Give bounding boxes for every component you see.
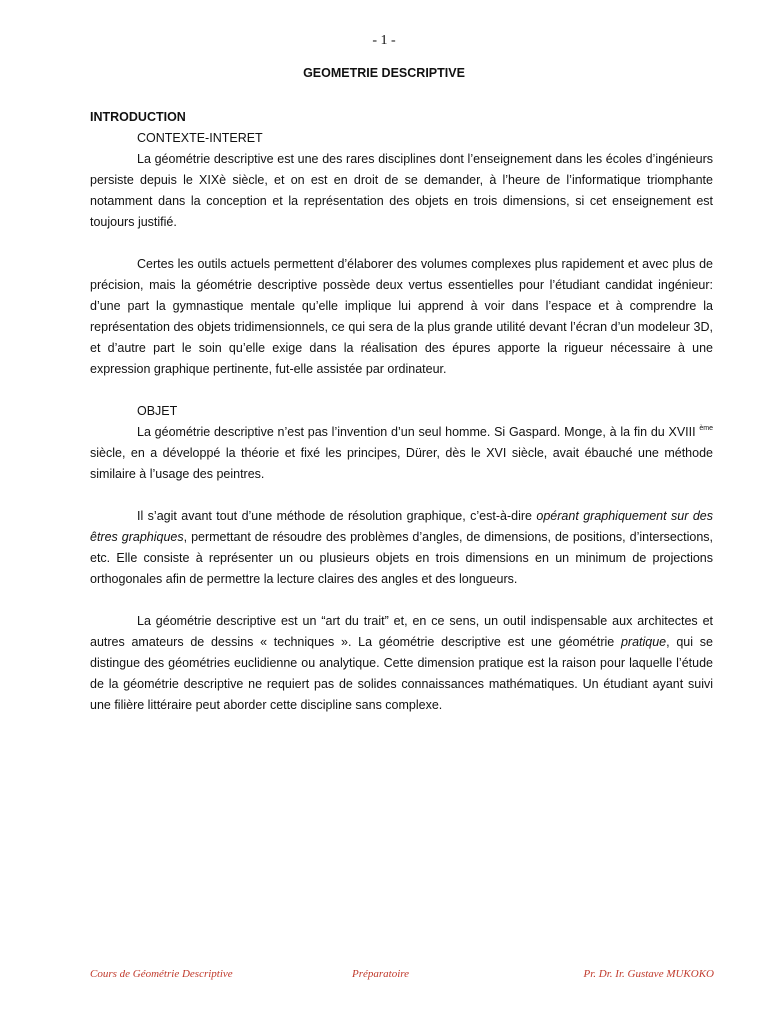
page-footer xyxy=(90,968,714,986)
document-title: GEOMETRIE DESCRIPTIVE xyxy=(303,66,465,80)
objet-p3-italic: pratique xyxy=(620,635,667,649)
footer-level: Préparatoire xyxy=(352,968,410,980)
objet-paragraph-1 xyxy=(90,422,713,485)
objet-p3-text-b: , qui se distingue des géométries euclidienne ou analytique. Cette dimension pratique est la raison pour laquelle l’étude de la géométrie descriptive ne requiert pas de solides connaissances mathématiques. Un étudiant ayant suivi une filière littéraire peut aborder cette discipline sans complexe. xyxy=(90,635,713,712)
superscript-eme: ème xyxy=(699,425,713,432)
objet-p1-text-a: La géométrie descriptive n’est pas l’invention d’un seul homme. Si Gaspard. Monge, à la fin du XVIII xyxy=(137,425,700,439)
document-body xyxy=(90,107,713,716)
objet-p2-text-b: , permettant de résoudre des problèmes d’angles, de dimensions, de positions, d’intersections, etc. Elle consiste à représenter un ou plusieurs objets en trois dimensions en un minimum de projections orthogonales afin de permettre la lecture claires des angles et des longueurs. xyxy=(90,530,713,586)
objet-paragraph-2 xyxy=(90,506,713,590)
objet-p3-text-a: La géométrie descriptive est un “art du trait” et, en ce sens, un outil indispensable aux architectes et autres amateurs de dessins « techniques ». La géométrie descriptive est une géométrie xyxy=(90,614,713,649)
objet-paragraph-3 xyxy=(90,611,713,716)
page-number: - 1 - xyxy=(372,33,396,48)
intro-paragraph-2: Certes les outils actuels permettent d’élaborer des volumes complexes plus rapidement et avec plus de précision, mais la géométrie descriptive possède deux vertus essentielles pour l’étudiant candidat ingénieur: d’une part la gymnastique mentale qu’elle implique lui apprend à voir dans l’espace et à comprendre la représentation des objets tridimensionnels, ce qui sera de la plus grande utilité devant l’écran d’un modeleur 3D, et d’autre part le soin qu’elle exige dans la réalisation des épures apporte la rigueur nécessaire à une expression graphique pertinente, fut-elle assistée par ordinateur. xyxy=(90,257,713,376)
context-heading: CONTEXTE-INTERET xyxy=(137,131,263,145)
objet-p1-text-b: siècle, en a développé la théorie et fixé les principes, Dürer, dès le XVI siècle, avait ébauché une méthode similaire à l’usage des peintres. xyxy=(90,446,713,481)
intro-paragraph-1: La géométrie descriptive est une des rares disciplines dont l’enseignement dans les écoles d’ingénieurs persiste depuis le XIXè siècle, et on est en droit de se demander, à l’heure de l’informatique triomphante notamment dans la conception et la représentation des objets en trois dimensions, si cet enseignement est toujours justifié. xyxy=(90,152,713,229)
objet-p2-italic: opérant graphiquement sur des êtres graphiques xyxy=(90,509,713,544)
introduction-heading: INTRODUCTION xyxy=(90,110,186,124)
footer-course-title: Cours de Géométrie Descriptive xyxy=(90,968,233,980)
footer-author: Pr. Dr. Ir. Gustave MUKOKO xyxy=(583,968,714,980)
objet-p2-text-a: Il s’agit avant tout d’une méthode de résolution graphique, c’est-à-dire xyxy=(137,509,537,523)
objet-heading: OBJET xyxy=(137,404,178,418)
